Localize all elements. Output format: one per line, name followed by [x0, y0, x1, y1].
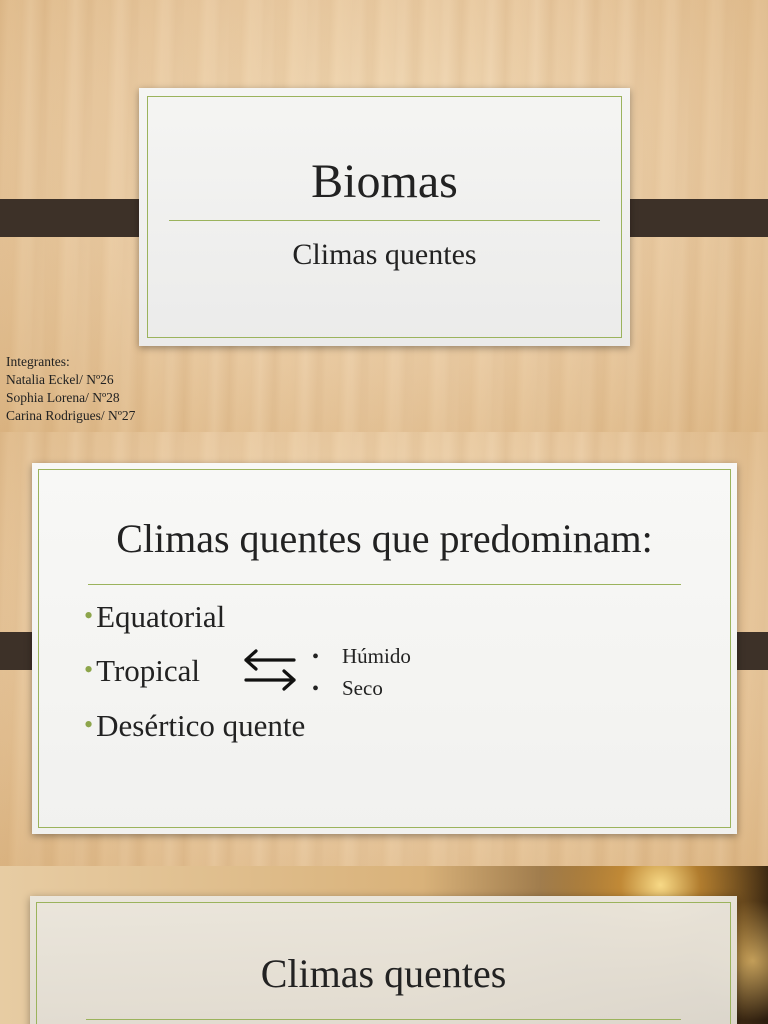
- title-card: [139, 88, 630, 346]
- slide-2: [0, 432, 768, 866]
- list-item: [84, 599, 225, 635]
- bullet-icon: •: [84, 655, 94, 684]
- credits-member: Carina Rodrigues/ Nº27: [6, 408, 136, 423]
- credits-heading: Integrantes:: [6, 354, 70, 369]
- title-divider: [88, 584, 681, 585]
- sub-list-label: Húmido: [342, 644, 411, 668]
- credits-member: Natalia Eckel/ Nº26: [6, 372, 114, 387]
- title-divider: [86, 1019, 681, 1020]
- sub-list-label: Seco: [342, 676, 383, 700]
- left-tab: [0, 199, 155, 237]
- list-item-label: Equatorial: [96, 599, 226, 634]
- list-item: [84, 708, 305, 744]
- title-divider: [169, 220, 600, 221]
- content-card: [32, 463, 737, 834]
- left-right-arrows-icon: [241, 647, 301, 691]
- credits: [6, 353, 135, 425]
- sub-list-item: [312, 641, 411, 673]
- bullet-icon: •: [84, 601, 94, 630]
- list-item-label: Tropical: [96, 653, 201, 688]
- slide-title: Biomas: [311, 155, 458, 208]
- title-card: [30, 896, 737, 1024]
- slide-1: [0, 0, 768, 432]
- right-tab: [613, 199, 768, 237]
- list-item-label: Desértico quente: [96, 708, 306, 743]
- list-item: [84, 653, 200, 689]
- slide-title: Climas quentes que predominam:: [116, 516, 653, 561]
- bullet-icon: •: [312, 646, 320, 668]
- tropical-sublist: [312, 641, 411, 705]
- credits-member: Sophia Lorena/ Nº28: [6, 390, 120, 405]
- card-frame: [147, 96, 622, 338]
- slide-subtitle: Climas quentes: [292, 238, 477, 271]
- bullet-icon: •: [84, 710, 94, 739]
- sub-list-item: [312, 673, 411, 705]
- slide-title: Climas quentes: [260, 951, 507, 996]
- bullet-icon: •: [312, 678, 320, 700]
- slide-3: [0, 866, 768, 1024]
